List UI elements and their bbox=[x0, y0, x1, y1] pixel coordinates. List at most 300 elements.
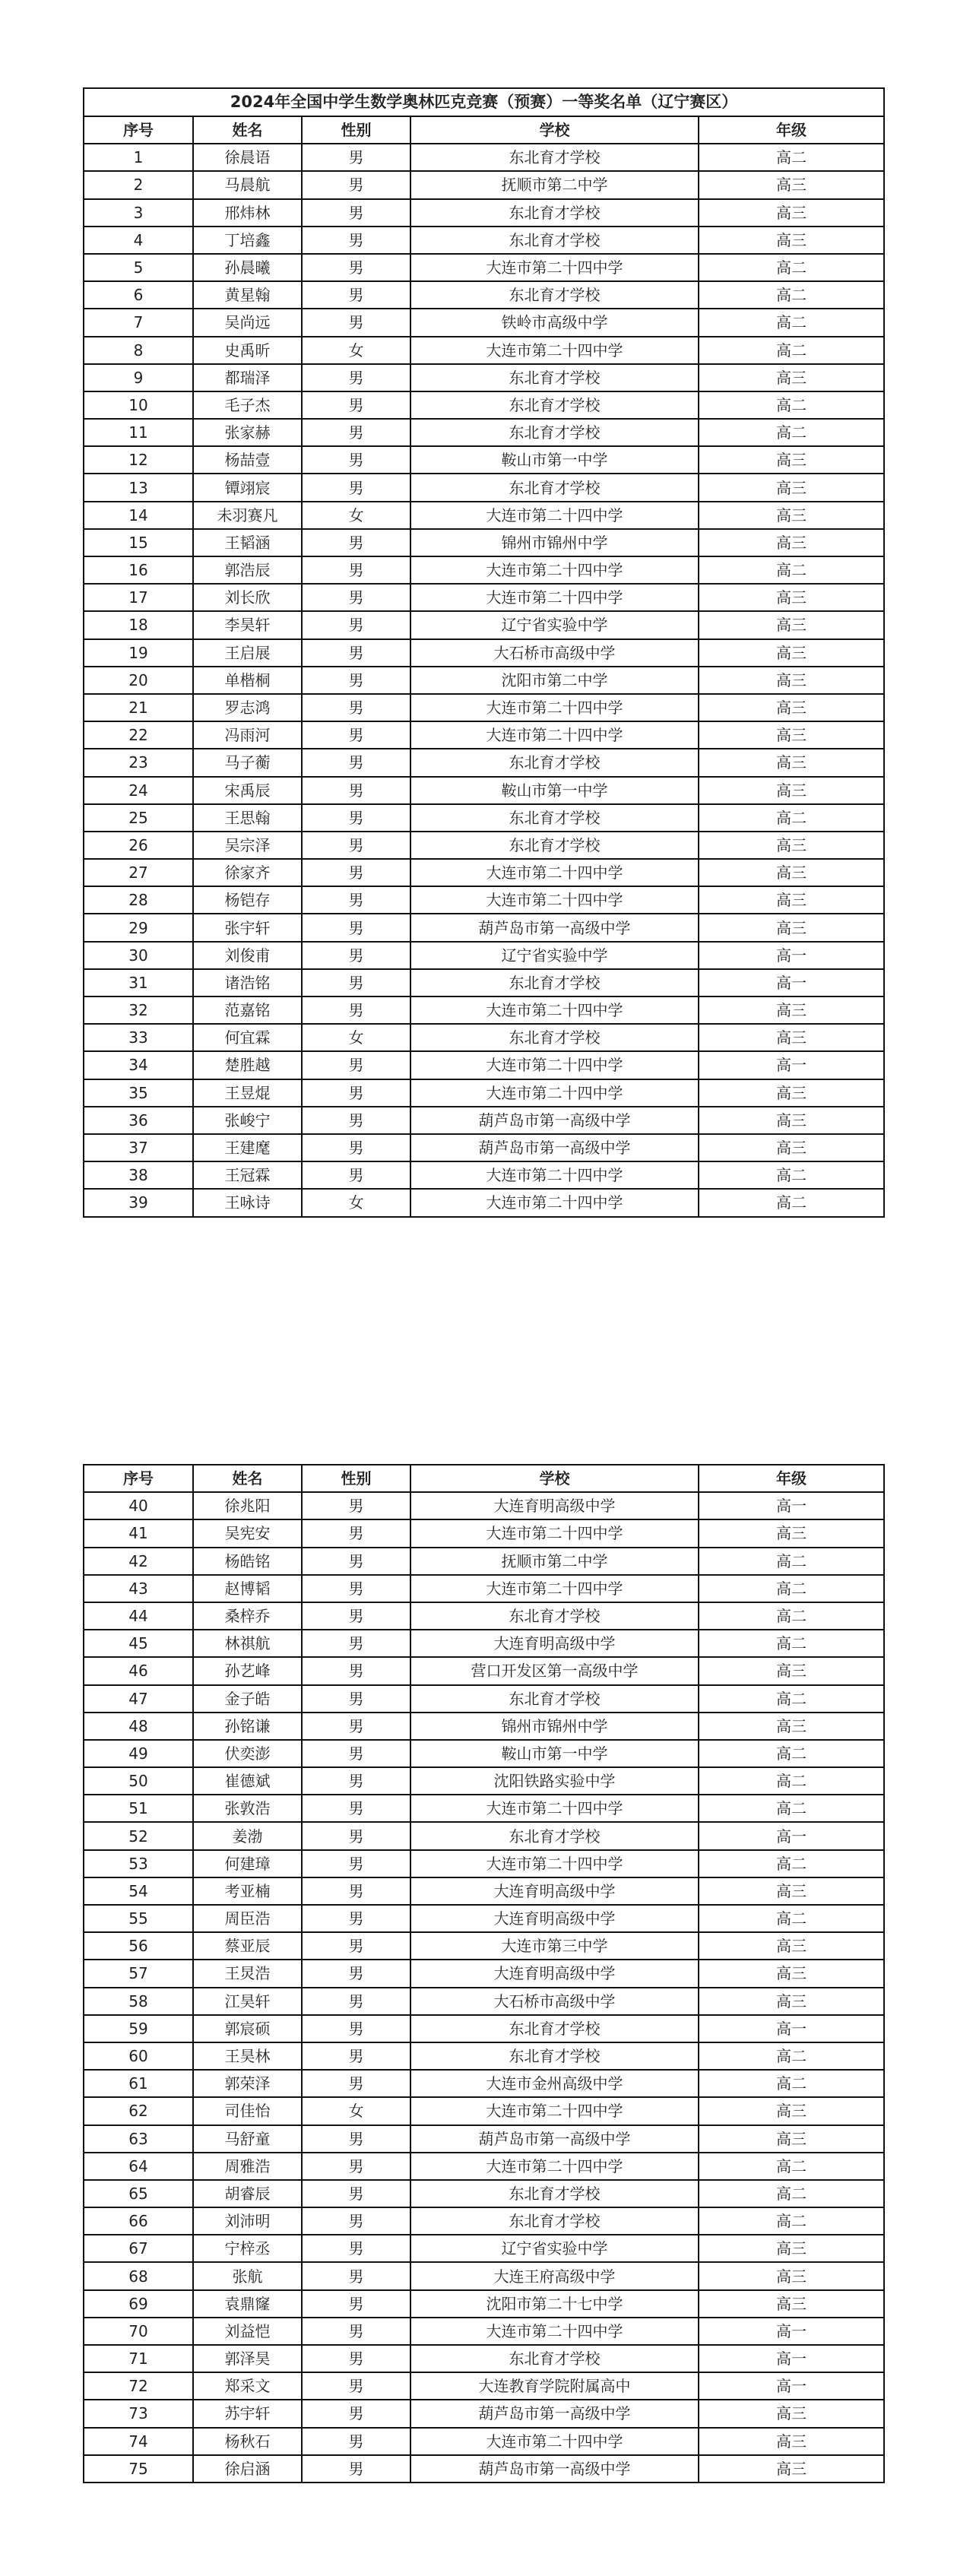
header-school: 学校 bbox=[410, 1465, 699, 1492]
cell-grade: 高三 bbox=[699, 639, 884, 667]
cell-gender: 男 bbox=[302, 584, 410, 611]
cell-school: 葫芦岛市第一高级中学 bbox=[410, 914, 699, 941]
cell-grade: 高三 bbox=[699, 1024, 884, 1051]
cell-name: 刘俊甫 bbox=[193, 942, 302, 969]
cell-school: 沈阳市第二十七中学 bbox=[410, 2290, 699, 2318]
cell-name: 周臣浩 bbox=[193, 1905, 302, 1932]
cell-school: 东北育才学校 bbox=[410, 364, 699, 391]
cell-index: 41 bbox=[84, 1519, 193, 1547]
cell-name: 刘长欣 bbox=[193, 584, 302, 611]
cell-grade: 高二 bbox=[699, 281, 884, 309]
cell-name: 江昊轩 bbox=[193, 1988, 302, 2015]
cell-gender: 男 bbox=[302, 1492, 410, 1519]
table-row bbox=[84, 639, 884, 667]
cell-grade: 高三 bbox=[699, 694, 884, 721]
cell-index: 14 bbox=[84, 502, 193, 529]
cell-school: 大连市第二十四中学 bbox=[410, 1575, 699, 1602]
cell-index: 4 bbox=[84, 227, 193, 254]
cell-gender: 男 bbox=[302, 1822, 410, 1849]
cell-index: 44 bbox=[84, 1602, 193, 1630]
cell-name: 宋禹辰 bbox=[193, 777, 302, 804]
cell-school: 东北育才学校 bbox=[410, 2042, 699, 2070]
cell-index: 61 bbox=[84, 2070, 193, 2097]
cell-index: 60 bbox=[84, 2042, 193, 2070]
table-row bbox=[84, 419, 884, 446]
cell-index: 37 bbox=[84, 1134, 193, 1161]
cell-index: 48 bbox=[84, 1713, 193, 1740]
cell-index: 25 bbox=[84, 804, 193, 832]
cell-index: 13 bbox=[84, 474, 193, 501]
table-row bbox=[84, 2207, 884, 2235]
table-row bbox=[84, 1877, 884, 1905]
table-row bbox=[84, 1713, 884, 1740]
cell-index: 46 bbox=[84, 1657, 193, 1684]
table-row bbox=[84, 502, 884, 529]
table-row bbox=[84, 446, 884, 474]
header-gender: 性别 bbox=[302, 1465, 410, 1492]
cell-index: 52 bbox=[84, 1822, 193, 1849]
cell-name: 王炅浩 bbox=[193, 1960, 302, 1987]
table-row bbox=[84, 2235, 884, 2262]
cell-school: 大连市第二十四中学 bbox=[410, 2428, 699, 2455]
cell-school: 抚顺市第二中学 bbox=[410, 1548, 699, 1575]
cell-grade: 高三 bbox=[699, 199, 884, 227]
cell-gender: 男 bbox=[302, 1548, 410, 1575]
cell-name: 崔德斌 bbox=[193, 1767, 302, 1795]
cell-gender: 男 bbox=[302, 1685, 410, 1713]
cell-grade: 高二 bbox=[699, 556, 884, 584]
cell-index: 69 bbox=[84, 2290, 193, 2318]
cell-index: 64 bbox=[84, 2153, 193, 2180]
cell-name: 何宜霖 bbox=[193, 1024, 302, 1051]
cell-gender: 男 bbox=[302, 859, 410, 886]
cell-grade: 高一 bbox=[699, 1492, 884, 1519]
cell-index: 23 bbox=[84, 749, 193, 776]
cell-school: 东北育才学校 bbox=[410, 1685, 699, 1713]
table-row bbox=[84, 2318, 884, 2345]
header-school: 学校 bbox=[410, 116, 699, 144]
cell-name: 王韬涵 bbox=[193, 529, 302, 556]
cell-school: 鞍山市第一中学 bbox=[410, 777, 699, 804]
cell-school: 葫芦岛市第一高级中学 bbox=[410, 2400, 699, 2427]
cell-grade: 高三 bbox=[699, 1713, 884, 1740]
cell-index: 68 bbox=[84, 2262, 193, 2289]
table-row bbox=[84, 1960, 884, 1987]
cell-gender: 男 bbox=[302, 1602, 410, 1630]
table-row bbox=[84, 1107, 884, 1134]
award-table-part-1 bbox=[83, 87, 885, 1218]
cell-school: 东北育才学校 bbox=[410, 227, 699, 254]
cell-name: 马晨航 bbox=[193, 171, 302, 198]
cell-grade: 高三 bbox=[699, 1134, 884, 1161]
cell-school: 东北育才学校 bbox=[410, 391, 699, 419]
cell-gender: 女 bbox=[302, 2097, 410, 2124]
cell-name: 都瑞泽 bbox=[193, 364, 302, 391]
table-row bbox=[84, 969, 884, 996]
cell-school: 大连市第二十四中学 bbox=[410, 859, 699, 886]
cell-school: 大连王府高级中学 bbox=[410, 2262, 699, 2289]
table-row bbox=[84, 337, 884, 364]
cell-school: 辽宁省实验中学 bbox=[410, 611, 699, 638]
cell-index: 55 bbox=[84, 1905, 193, 1932]
cell-name: 丁培鑫 bbox=[193, 227, 302, 254]
cell-gender: 男 bbox=[302, 639, 410, 667]
cell-name: 王昱焜 bbox=[193, 1079, 302, 1107]
cell-gender: 男 bbox=[302, 2042, 410, 2070]
cell-gender: 男 bbox=[302, 942, 410, 969]
cell-gender: 男 bbox=[302, 1960, 410, 1987]
cell-school: 大连育明高级中学 bbox=[410, 1630, 699, 1657]
cell-gender: 男 bbox=[302, 1657, 410, 1684]
cell-gender: 男 bbox=[302, 777, 410, 804]
cell-school: 东北育才学校 bbox=[410, 1602, 699, 1630]
table-row bbox=[84, 2070, 884, 2097]
cell-index: 1 bbox=[84, 144, 193, 171]
cell-school: 大连市第二十四中学 bbox=[410, 337, 699, 364]
cell-gender: 男 bbox=[302, 2262, 410, 2289]
cell-grade: 高一 bbox=[699, 1822, 884, 1849]
cell-school: 鞍山市第一中学 bbox=[410, 446, 699, 474]
cell-name: 赵博韬 bbox=[193, 1575, 302, 1602]
table-row bbox=[84, 281, 884, 309]
cell-gender: 男 bbox=[302, 227, 410, 254]
cell-index: 26 bbox=[84, 832, 193, 859]
cell-index: 7 bbox=[84, 309, 193, 336]
cell-name: 王启展 bbox=[193, 639, 302, 667]
cell-name: 诸浩铭 bbox=[193, 969, 302, 996]
cell-name: 王思翰 bbox=[193, 804, 302, 832]
table-row bbox=[84, 2455, 884, 2483]
header-name: 姓名 bbox=[193, 116, 302, 144]
cell-grade: 高二 bbox=[699, 337, 884, 364]
table-row bbox=[84, 199, 884, 227]
cell-gender: 男 bbox=[302, 1107, 410, 1134]
cell-name: 胡睿辰 bbox=[193, 2180, 302, 2207]
cell-name: 刘沛明 bbox=[193, 2207, 302, 2235]
cell-grade: 高三 bbox=[699, 364, 884, 391]
cell-school: 大连市第二十四中学 bbox=[410, 1795, 699, 1822]
cell-name: 姜渤 bbox=[193, 1822, 302, 1849]
cell-index: 30 bbox=[84, 942, 193, 969]
cell-school: 葫芦岛市第一高级中学 bbox=[410, 2125, 699, 2153]
cell-school: 东北育才学校 bbox=[410, 2015, 699, 2042]
cell-school: 大连市第二十四中学 bbox=[410, 886, 699, 914]
table-row bbox=[84, 1602, 884, 1630]
cell-name: 冯雨河 bbox=[193, 721, 302, 749]
table-row bbox=[84, 1905, 884, 1932]
cell-school: 大连市第二十四中学 bbox=[410, 1189, 699, 1216]
cell-grade: 高三 bbox=[699, 2125, 884, 2153]
cell-school: 大连市第二十四中学 bbox=[410, 254, 699, 281]
cell-name: 金子皓 bbox=[193, 1685, 302, 1713]
cell-grade: 高三 bbox=[699, 1877, 884, 1905]
cell-school: 东北育才学校 bbox=[410, 969, 699, 996]
cell-school: 营口开发区第一高级中学 bbox=[410, 1657, 699, 1684]
cell-gender: 男 bbox=[302, 2428, 410, 2455]
table-row bbox=[84, 1161, 884, 1189]
cell-grade: 高三 bbox=[699, 914, 884, 941]
cell-grade: 高二 bbox=[699, 1767, 884, 1795]
cell-index: 42 bbox=[84, 1548, 193, 1575]
table-row bbox=[84, 611, 884, 638]
cell-grade: 高二 bbox=[699, 1905, 884, 1932]
table-row bbox=[84, 1024, 884, 1051]
cell-gender: 男 bbox=[302, 1575, 410, 1602]
cell-index: 59 bbox=[84, 2015, 193, 2042]
cell-index: 49 bbox=[84, 1740, 193, 1767]
cell-gender: 男 bbox=[302, 2318, 410, 2345]
cell-grade: 高二 bbox=[699, 1548, 884, 1575]
cell-index: 53 bbox=[84, 1850, 193, 1877]
cell-school: 东北育才学校 bbox=[410, 199, 699, 227]
cell-grade: 高二 bbox=[699, 2042, 884, 2070]
cell-gender: 男 bbox=[302, 1932, 410, 1960]
cell-school: 大连市第二十四中学 bbox=[410, 556, 699, 584]
cell-gender: 男 bbox=[302, 1161, 410, 1189]
cell-school: 大连市第二十四中学 bbox=[410, 1051, 699, 1079]
cell-grade: 高三 bbox=[699, 502, 884, 529]
cell-name: 罗志鸿 bbox=[193, 694, 302, 721]
cell-grade: 高三 bbox=[699, 2235, 884, 2262]
cell-name: 桑梓乔 bbox=[193, 1602, 302, 1630]
cell-index: 70 bbox=[84, 2318, 193, 2345]
cell-grade: 高二 bbox=[699, 1740, 884, 1767]
cell-index: 62 bbox=[84, 2097, 193, 2124]
cell-grade: 高三 bbox=[699, 2428, 884, 2455]
table-body bbox=[84, 1492, 884, 2483]
cell-school: 葫芦岛市第一高级中学 bbox=[410, 1134, 699, 1161]
cell-name: 刘益恺 bbox=[193, 2318, 302, 2345]
cell-grade: 高三 bbox=[699, 1988, 884, 2015]
table-row bbox=[84, 1492, 884, 1519]
table-row bbox=[84, 777, 884, 804]
table-row bbox=[84, 694, 884, 721]
cell-name: 杨喆壹 bbox=[193, 446, 302, 474]
cell-gender: 男 bbox=[302, 2345, 410, 2372]
cell-name: 未羽赛凡 bbox=[193, 502, 302, 529]
cell-school: 大连育明高级中学 bbox=[410, 1492, 699, 1519]
cell-name: 黄星翰 bbox=[193, 281, 302, 309]
cell-grade: 高一 bbox=[699, 2015, 884, 2042]
table-row bbox=[84, 2400, 884, 2427]
cell-index: 39 bbox=[84, 1189, 193, 1216]
table-row bbox=[84, 1519, 884, 1547]
cell-name: 苏宇轩 bbox=[193, 2400, 302, 2427]
cell-index: 56 bbox=[84, 1932, 193, 1960]
cell-gender: 男 bbox=[302, 2153, 410, 2180]
cell-grade: 高三 bbox=[699, 2290, 884, 2318]
cell-gender: 男 bbox=[302, 529, 410, 556]
header-row bbox=[84, 1465, 884, 1492]
cell-school: 东北育才学校 bbox=[410, 419, 699, 446]
cell-grade: 高三 bbox=[699, 2455, 884, 2483]
cell-name: 李昊轩 bbox=[193, 611, 302, 638]
cell-name: 吴宗泽 bbox=[193, 832, 302, 859]
cell-index: 12 bbox=[84, 446, 193, 474]
header-gender: 性别 bbox=[302, 116, 410, 144]
cell-index: 8 bbox=[84, 337, 193, 364]
cell-index: 29 bbox=[84, 914, 193, 941]
cell-gender: 男 bbox=[302, 446, 410, 474]
cell-grade: 高三 bbox=[699, 2262, 884, 2289]
cell-index: 18 bbox=[84, 611, 193, 638]
cell-index: 35 bbox=[84, 1079, 193, 1107]
table-row bbox=[84, 667, 884, 694]
cell-school: 大连市第二十四中学 bbox=[410, 2153, 699, 2180]
cell-school: 东北育才学校 bbox=[410, 2345, 699, 2372]
cell-gender: 男 bbox=[302, 2372, 410, 2400]
header-index: 序号 bbox=[84, 116, 193, 144]
cell-school: 东北育才学校 bbox=[410, 749, 699, 776]
cell-school: 东北育才学校 bbox=[410, 1024, 699, 1051]
cell-gender: 男 bbox=[302, 1905, 410, 1932]
table-row bbox=[84, 1795, 884, 1822]
cell-grade: 高三 bbox=[699, 721, 884, 749]
cell-gender: 男 bbox=[302, 1877, 410, 1905]
cell-school: 大连市第二十四中学 bbox=[410, 584, 699, 611]
cell-gender: 男 bbox=[302, 254, 410, 281]
cell-name: 张峻宁 bbox=[193, 1107, 302, 1134]
cell-grade: 高二 bbox=[699, 2207, 884, 2235]
cell-name: 伏奕澎 bbox=[193, 1740, 302, 1767]
cell-gender: 男 bbox=[302, 2400, 410, 2427]
table-row bbox=[84, 1630, 884, 1657]
cell-gender: 男 bbox=[302, 281, 410, 309]
header-grade: 年级 bbox=[699, 116, 884, 144]
cell-name: 王昊林 bbox=[193, 2042, 302, 2070]
cell-index: 32 bbox=[84, 996, 193, 1024]
cell-gender: 男 bbox=[302, 419, 410, 446]
cell-index: 11 bbox=[84, 419, 193, 446]
cell-gender: 女 bbox=[302, 502, 410, 529]
cell-gender: 女 bbox=[302, 337, 410, 364]
table-row bbox=[84, 721, 884, 749]
cell-gender: 男 bbox=[302, 364, 410, 391]
cell-grade: 高二 bbox=[699, 1575, 884, 1602]
cell-name: 楚胜越 bbox=[193, 1051, 302, 1079]
cell-index: 33 bbox=[84, 1024, 193, 1051]
cell-grade: 高三 bbox=[699, 996, 884, 1024]
cell-school: 大连育明高级中学 bbox=[410, 1905, 699, 1932]
cell-grade: 高三 bbox=[699, 859, 884, 886]
award-table-part-2 bbox=[83, 1464, 885, 2483]
cell-index: 63 bbox=[84, 2125, 193, 2153]
cell-name: 张宇轩 bbox=[193, 914, 302, 941]
cell-grade: 高三 bbox=[699, 529, 884, 556]
table-row bbox=[84, 2097, 884, 2124]
cell-gender: 男 bbox=[302, 749, 410, 776]
cell-school: 大连市第二十四中学 bbox=[410, 502, 699, 529]
cell-index: 71 bbox=[84, 2345, 193, 2372]
cell-grade: 高三 bbox=[699, 171, 884, 198]
title-row bbox=[84, 88, 884, 116]
cell-grade: 高三 bbox=[699, 474, 884, 501]
cell-name: 孙艺峰 bbox=[193, 1657, 302, 1684]
table-row bbox=[84, 227, 884, 254]
cell-grade: 高三 bbox=[699, 611, 884, 638]
table-row bbox=[84, 942, 884, 969]
cell-gender: 男 bbox=[302, 667, 410, 694]
table-row bbox=[84, 309, 884, 336]
cell-index: 38 bbox=[84, 1161, 193, 1189]
cell-index: 36 bbox=[84, 1107, 193, 1134]
cell-index: 73 bbox=[84, 2400, 193, 2427]
cell-index: 21 bbox=[84, 694, 193, 721]
cell-name: 单楷桐 bbox=[193, 667, 302, 694]
cell-index: 17 bbox=[84, 584, 193, 611]
table-row bbox=[84, 391, 884, 419]
cell-school: 大连市第二十四中学 bbox=[410, 721, 699, 749]
table-row bbox=[84, 474, 884, 501]
cell-name: 史禹昕 bbox=[193, 337, 302, 364]
cell-name: 袁鼎窿 bbox=[193, 2290, 302, 2318]
cell-school: 鞍山市第一中学 bbox=[410, 1740, 699, 1767]
cell-name: 徐晨语 bbox=[193, 144, 302, 171]
cell-name: 邢炜林 bbox=[193, 199, 302, 227]
cell-index: 15 bbox=[84, 529, 193, 556]
cell-school: 大连育明高级中学 bbox=[410, 1877, 699, 1905]
cell-grade: 高二 bbox=[699, 2070, 884, 2097]
cell-school: 大连市第二十四中学 bbox=[410, 996, 699, 1024]
cell-index: 22 bbox=[84, 721, 193, 749]
cell-gender: 男 bbox=[302, 2015, 410, 2042]
cell-gender: 男 bbox=[302, 1850, 410, 1877]
cell-gender: 男 bbox=[302, 2180, 410, 2207]
cell-name: 徐兆阳 bbox=[193, 1492, 302, 1519]
cell-gender: 男 bbox=[302, 832, 410, 859]
cell-grade: 高一 bbox=[699, 2372, 884, 2400]
cell-gender: 男 bbox=[302, 1740, 410, 1767]
table-row bbox=[84, 1685, 884, 1713]
cell-grade: 高三 bbox=[699, 1932, 884, 1960]
cell-gender: 男 bbox=[302, 2290, 410, 2318]
cell-school: 大连教育学院附属高中 bbox=[410, 2372, 699, 2400]
table-row bbox=[84, 1575, 884, 1602]
cell-name: 吴宪安 bbox=[193, 1519, 302, 1547]
cell-grade: 高三 bbox=[699, 777, 884, 804]
cell-index: 40 bbox=[84, 1492, 193, 1519]
cell-school: 大石桥市高级中学 bbox=[410, 639, 699, 667]
table-row bbox=[84, 2153, 884, 2180]
cell-name: 何建璋 bbox=[193, 1850, 302, 1877]
cell-grade: 高一 bbox=[699, 969, 884, 996]
cell-gender: 男 bbox=[302, 2070, 410, 2097]
cell-name: 郭荣泽 bbox=[193, 2070, 302, 2097]
table-row bbox=[84, 2042, 884, 2070]
cell-gender: 男 bbox=[302, 391, 410, 419]
cell-gender: 男 bbox=[302, 996, 410, 1024]
cell-gender: 男 bbox=[302, 1988, 410, 2015]
cell-index: 47 bbox=[84, 1685, 193, 1713]
cell-gender: 男 bbox=[302, 1630, 410, 1657]
cell-school: 铁岭市高级中学 bbox=[410, 309, 699, 336]
cell-name: 镡翊宸 bbox=[193, 474, 302, 501]
cell-name: 徐启涵 bbox=[193, 2455, 302, 2483]
cell-grade: 高三 bbox=[699, 584, 884, 611]
cell-name: 杨铠存 bbox=[193, 886, 302, 914]
cell-gender: 男 bbox=[302, 721, 410, 749]
cell-index: 58 bbox=[84, 1988, 193, 2015]
cell-index: 9 bbox=[84, 364, 193, 391]
table-body bbox=[84, 144, 884, 1216]
cell-index: 24 bbox=[84, 777, 193, 804]
cell-index: 28 bbox=[84, 886, 193, 914]
cell-grade: 高二 bbox=[699, 2153, 884, 2180]
cell-name: 杨秋石 bbox=[193, 2428, 302, 2455]
cell-grade: 高三 bbox=[699, 886, 884, 914]
cell-grade: 高二 bbox=[699, 1602, 884, 1630]
cell-grade: 高三 bbox=[699, 2400, 884, 2427]
